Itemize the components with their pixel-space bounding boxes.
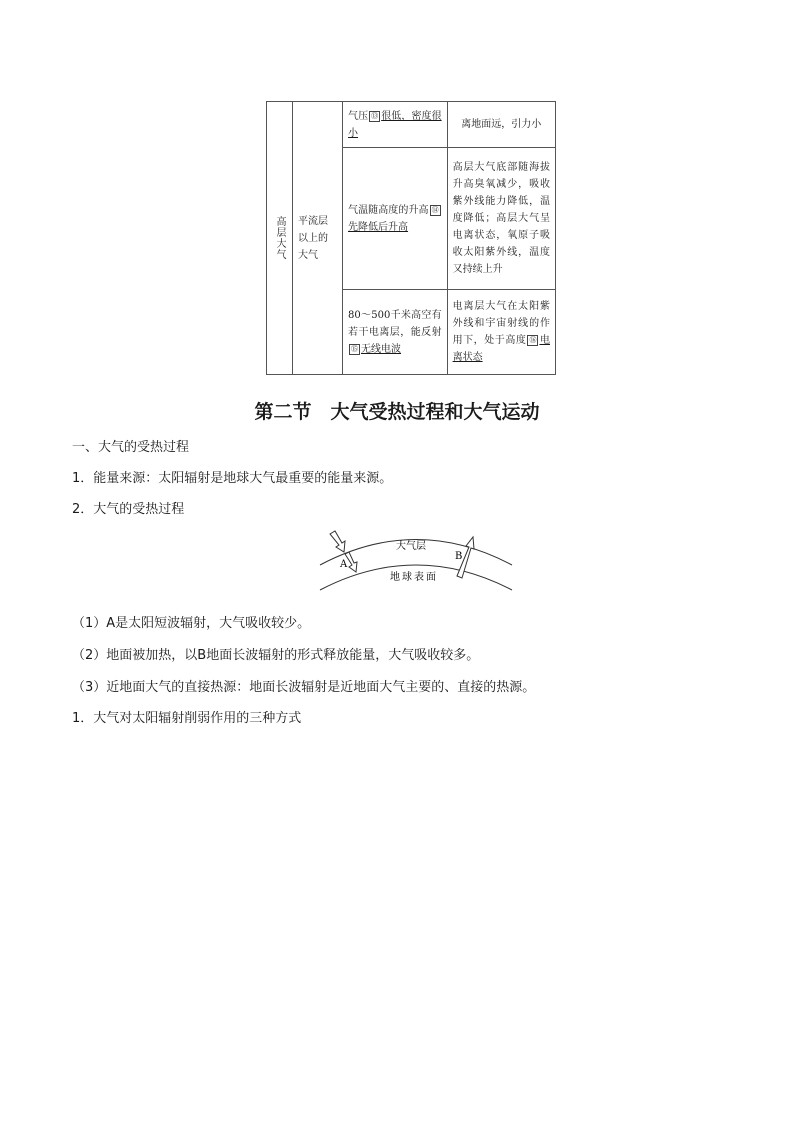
point-weakening-ways: 1．大气对太阳辐射削弱作用的三种方式 — [72, 711, 302, 726]
answer-marker: ⑭ — [431, 205, 439, 214]
layer-label: 平流层以上的大气 — [298, 215, 328, 261]
point-longwave: （2）地面被加热，以B地面长波辐射的形式释放能量，大气吸收较多。 — [72, 648, 480, 663]
point-energy-source: 1．能量来源：太阳辐射是地球大气最重要的能量来源。 — [72, 471, 393, 486]
reason-cell-2 — [447, 148, 555, 290]
answer-text: 先降低后升高 — [348, 221, 409, 233]
section-title: 第二节 大气受热过程和大气运动 — [254, 401, 540, 423]
row-group-label: 高层大气 — [274, 216, 285, 260]
feature-text: 气压 — [348, 110, 369, 122]
atmosphere-table — [266, 101, 556, 375]
point-direct-heat-source: （3）近地面大气的直接热源：地面长波辐射是近地面大气主要的、直接的热源。 — [72, 680, 536, 695]
reason-text: 离地面远，引力小 — [461, 119, 542, 130]
atmosphere-label: 大气层 — [396, 541, 426, 552]
answer-text: 很低，密度很小 — [348, 110, 442, 139]
surface-label: 地球表面 — [390, 572, 438, 583]
feature-cell-1 — [343, 102, 448, 148]
heating-diagram — [316, 522, 516, 602]
answer-text: 无线电波 — [361, 343, 402, 355]
point-heating-process: 2．大气的受热过程 — [72, 502, 185, 517]
reason-cell-1 — [447, 102, 555, 148]
label-b: B — [455, 551, 463, 562]
feature-text: 气温随高度的升高 — [348, 204, 429, 216]
answer-text: 电离状态 — [452, 335, 551, 363]
layer-cell — [293, 102, 343, 375]
answer-marker: ⑯ — [529, 336, 537, 344]
reason-cell-3 — [447, 290, 555, 375]
feature-text: 80～500千米高空有若干电离层，能反射 — [348, 309, 442, 338]
heading-heating-process: 一、大气的受热过程 — [72, 440, 190, 455]
answer-marker: ⑬ — [371, 111, 379, 120]
feature-cell-2 — [343, 148, 448, 290]
row-group-cell — [267, 102, 293, 375]
reason-text: 高层大气底部随海拔升高臭氧减少，吸收紫外线能力降低，温度降低；高层大气呈电离状态，氧原子吸收太阳紫外线，温度又持续上升 — [452, 162, 550, 275]
label-a: A — [340, 559, 348, 570]
feature-cell-3 — [343, 290, 448, 375]
point-shortwave: （1）A是太阳短波辐射，大气吸收较少。 — [72, 616, 311, 631]
answer-marker: ⑮ — [351, 344, 359, 353]
reason-text: 电离层大气在太阳紫外线和宇宙射线的作用下，处于高度 — [452, 301, 550, 346]
